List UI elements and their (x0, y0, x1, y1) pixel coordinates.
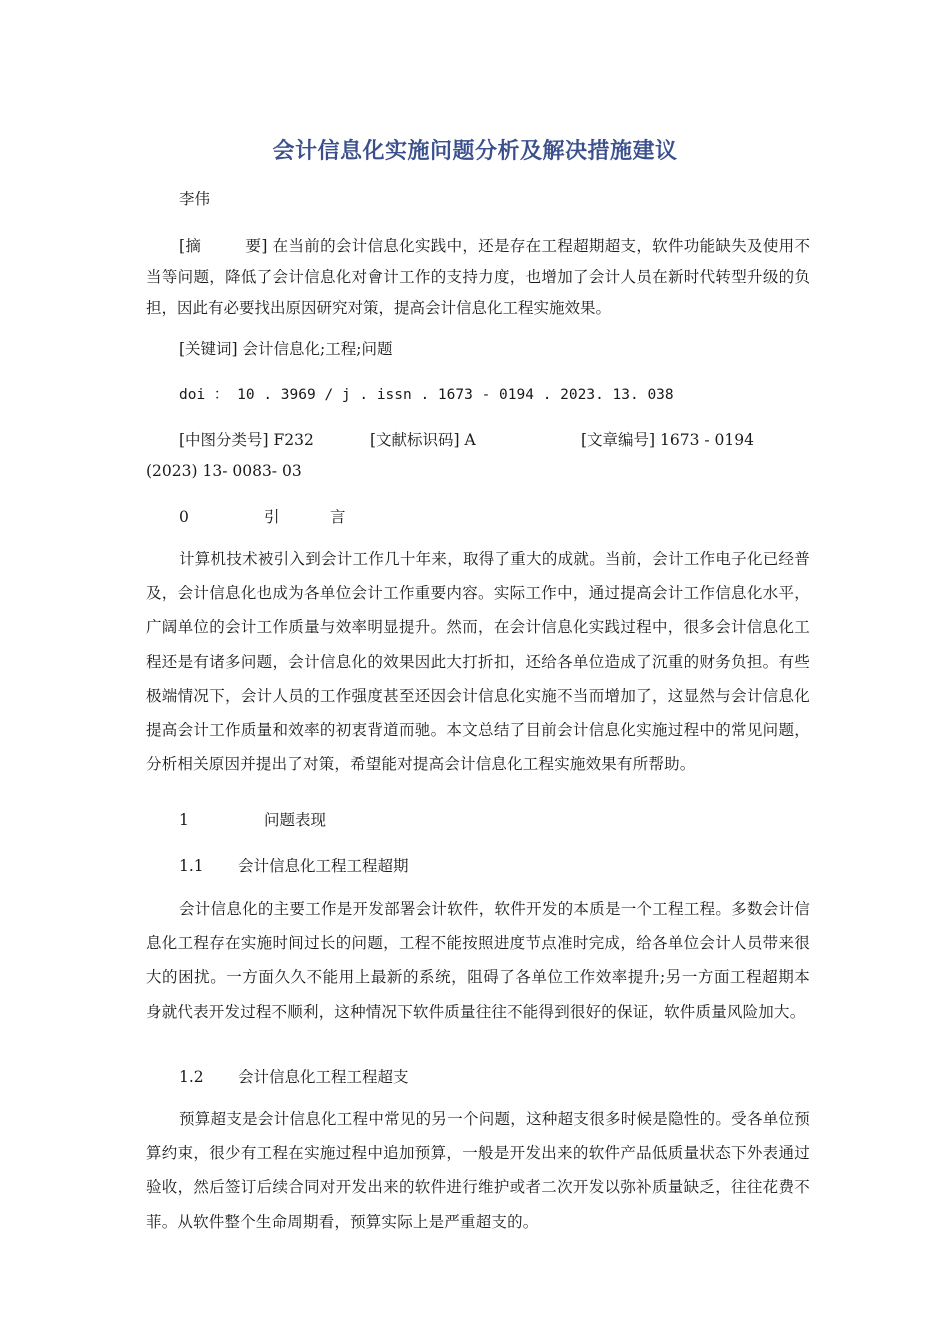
abstract-text: 在当前的会计信息化实践中，还是存在工程超期超支，软件功能缺失及使用不当等问题，降低了会计信息化对會计工作的支持力度，也增加了会计人员在新时代转型升级的负担，因此有必要找出原因研究对策，提高会计信息化工程实施效果。 (146, 237, 810, 317)
section-1-number: 1 (179, 811, 189, 829)
article-number-continued: (2023) 13- 0083- 03 (146, 462, 302, 480)
intro-paragraph: 计算机技术被引入到会计工作几十年来，取得了重大的成就。当前，会计工作电子化已经普及，会计信息化也成为各单位会计工作重要内容。实际工作中，通过提高会计工作信息化水平，广阔单位的会计工作质量与效率明显提升。然而，在会计信息化实践过程中，很多会计信息化工程还是有诸多问题，会计信息化的效果因此大打折扣，还给各单位造成了沉重的财务负担。有些极端情况下，会计人员的工作强度甚至还因会计信息化实施不当而增加了，这显然与会计信息化提高会计工作质量和效率的初衷背道而驰。本文总结了目前会计信息化实施过程中的常见问题，分析相关原因并提出了对策，希望能对提高会计信息化工程实施效果有所帮助。 (146, 550, 810, 774)
author-name: 李伟 (179, 190, 211, 208)
section-1-2-number: 1.2 (179, 1068, 204, 1086)
doi: doi ： 10 . 3969 / j . issn . 1673 - 0194 . 2023. 13. 038 (179, 387, 674, 403)
article-number: [文章编号] 1673 - 0194 (581, 431, 755, 449)
abstract-paragraph (146, 231, 810, 324)
keywords: [关键词] 会计信息化;工程;问题 (179, 340, 393, 358)
section-1-1-number: 1.1 (179, 857, 204, 875)
section-1-1-title: 会计信息化工程工程超期 (238, 857, 409, 875)
doc-code: [文献标识码] A (370, 431, 476, 449)
section-0-title-part2: 言 (330, 508, 346, 526)
section-1-1-paragraph: 会计信息化的主要工作是开发部署会计软件，软件开发的本质是一个工程工程。多数会计信息化工程存在实施时间过长的问题，工程不能按照进度节点准时完成，给各单位会计人员带来很大的困扰。一方面久久不能用上最新的系统，阻碍了各单位工作效率提升;另一方面工程超期本身就代表开发过程不顺利，这种情况下软件质量往往不能得到很好的保证，软件质量风险加大。 (146, 900, 810, 1021)
section-1-2-paragraph: 预算超支是会计信息化工程中常见的另一个问题，这种超支很多时候是隐性的。受各单位预算约束，很少有工程在实施过程中追加预算，一般是开发出来的软件产品低质量状态下外表通过验收，然后签订后续合同对开发出来的软件进行维护或者二次开发以弥补质量缺乏，往往花费不菲。从软件整个生命周期看，预算实际上是严重超支的。 (146, 1110, 810, 1231)
abstract-label-open: [摘 (179, 237, 202, 255)
section-0-number: 0 (179, 508, 189, 526)
abstract-label-close: 要] (245, 237, 268, 255)
paper-title: 会计信息化实施问题分析及解决措施建议 (272, 139, 678, 164)
section-0-title-part1: 引 (264, 508, 280, 526)
section-1-2-title: 会计信息化工程工程超支 (238, 1068, 409, 1086)
clc-number: [中图分类号] F232 (179, 431, 314, 449)
section-1-title: 问题表现 (264, 811, 327, 829)
